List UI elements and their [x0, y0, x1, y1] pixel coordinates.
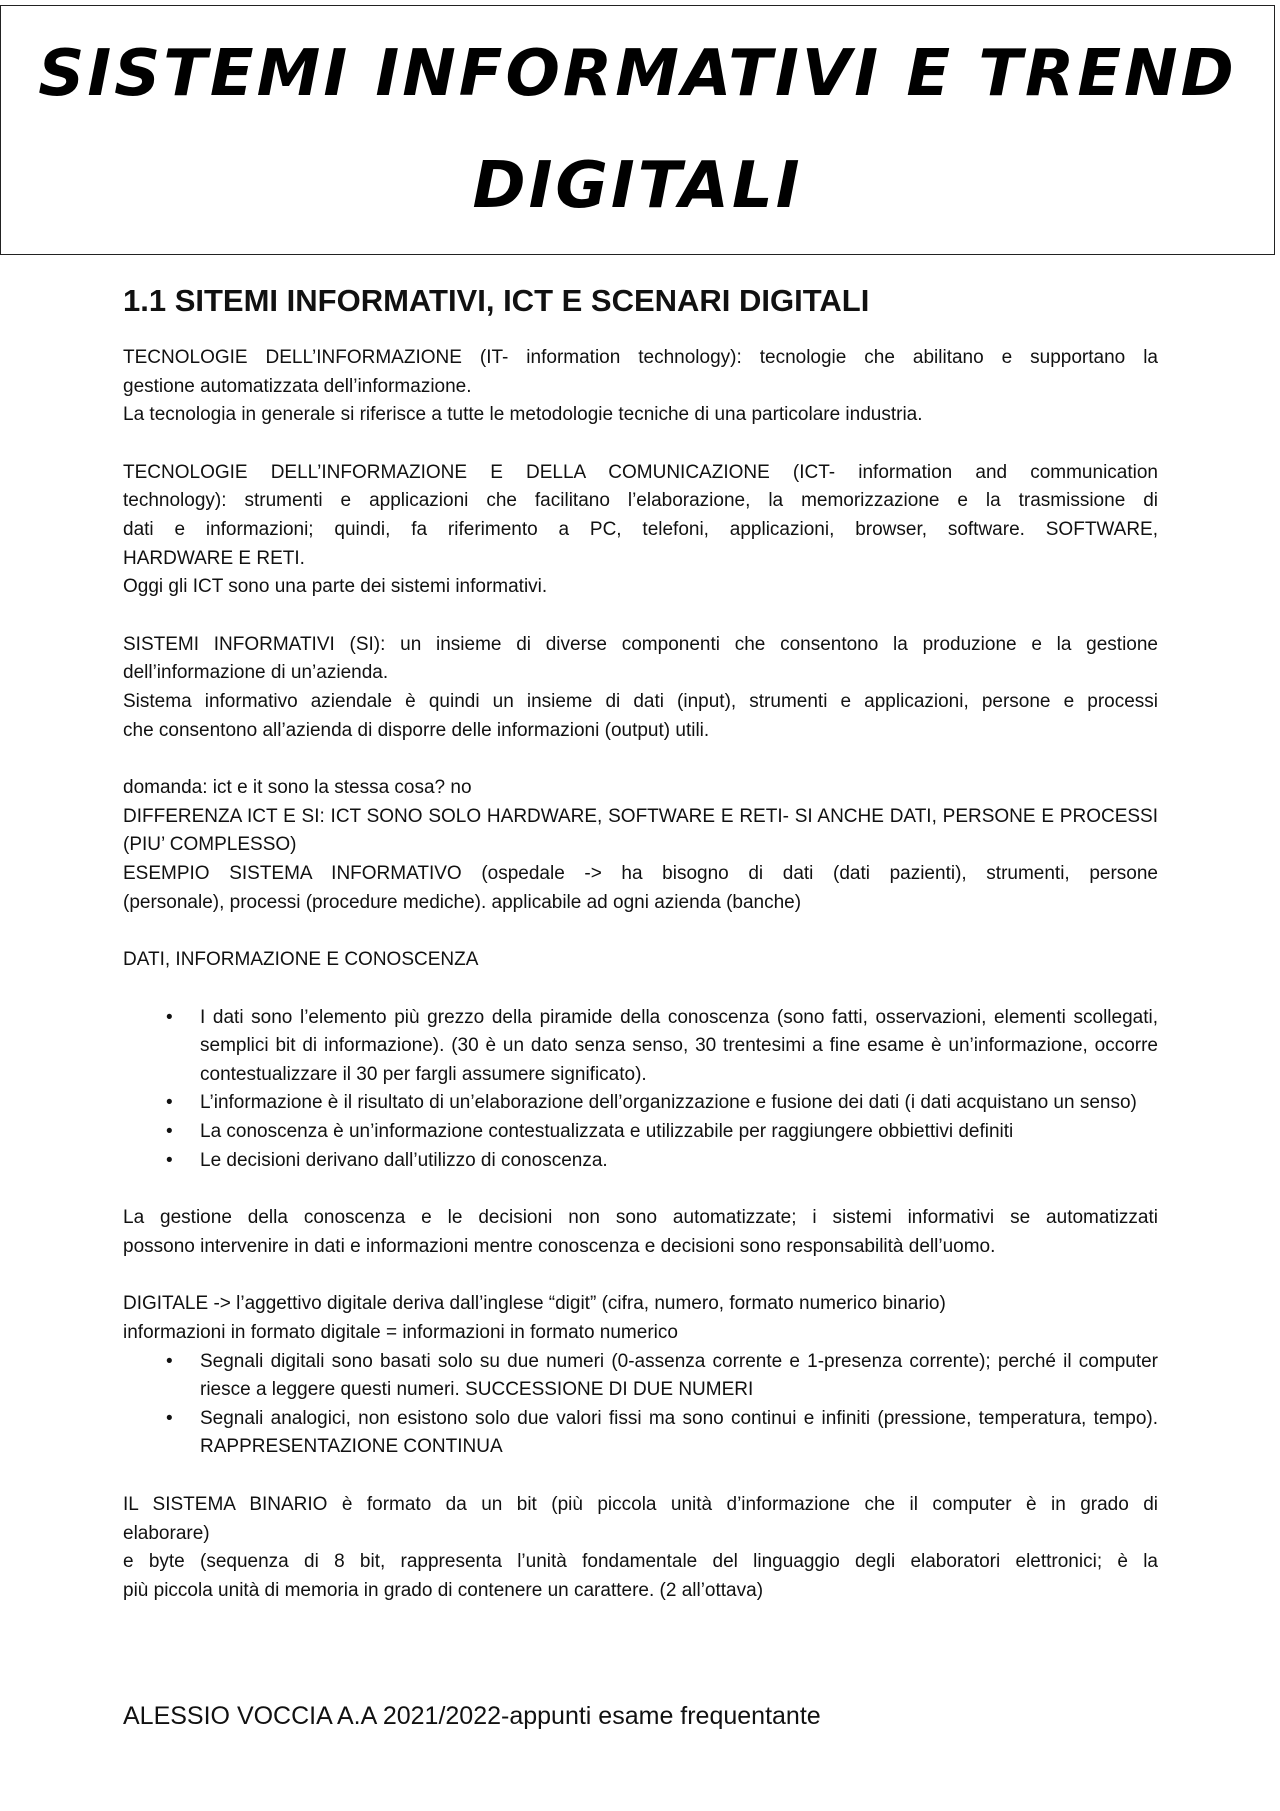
document-title-line-2: DIGITALI: [472, 149, 803, 223]
text-line: Sistema informativo aziendale è quindi un insieme di dati (input), strumenti e applicazioni, persone e processi: [123, 690, 1158, 712]
text-line: technology): strumenti e applicazioni che facilitano l’elaborazione, la memorizzazione e la trasmissione di: [123, 490, 1158, 512]
text-line: (PIU’ COMPLESSO): [123, 834, 297, 856]
text-line: dati e informazioni; quindi, fa riferimento a PC, telefoni, applicazioni, browser, software. SOFTWARE,: [123, 518, 1158, 540]
document-body: [123, 282, 1158, 1634]
text-line: DIGITALE -> l’aggettivo digitale deriva dall’inglese “digit” (cifra, numero, formato numerico binario): [123, 1293, 946, 1315]
dati-bullet-list: [123, 1004, 1158, 1176]
paragraph-it-definition: [123, 344, 1158, 430]
text-line: HARDWARE E RETI.: [123, 547, 305, 569]
list-item: [123, 1004, 1158, 1090]
list-item-text: Le decisioni derivano dall’utilizzo di conoscenza.: [200, 1149, 608, 1171]
dati-subheading: DATI, INFORMAZIONE E CONOSCENZA: [123, 949, 479, 971]
text-line: che consentono all’azienda di disporre delle informazioni (output) utili.: [123, 719, 710, 741]
text-line: TECNOLOGIE DELL’INFORMAZIONE E DELLA COMUNICAZIONE (ICT- information and communication: [123, 461, 1158, 483]
text-line: gestione automatizzata dell’informazione.: [123, 375, 472, 397]
list-item: [123, 1348, 1158, 1405]
bullet-icon: •: [166, 1350, 173, 1372]
list-item: [123, 1118, 1158, 1147]
list-item: [123, 1089, 1158, 1118]
bullet-icon: •: [166, 1092, 173, 1114]
document-title-line-1: SISTEMI INFORMATIVI E TREND: [38, 37, 1237, 111]
paragraph-digitale: [123, 1290, 1158, 1347]
bullet-icon: •: [166, 1407, 173, 1429]
text-line: elaborare): [123, 1522, 210, 1544]
digitale-bullet-list: [123, 1348, 1158, 1462]
list-item-text: L’informazione è il risultato di un’elaborazione dell’organizzazione e fusione dei dati (i dati acquistano un senso): [200, 1092, 1137, 1114]
list-item-text: Segnali digitali sono basati solo su due numeri (0-assenza corrente e 1-presenza corrente); perché il computer riesce a leggere questi numeri. SUCCESSIONE DI DUE NUMERI: [200, 1350, 1158, 1401]
paragraph-domanda: [123, 774, 1158, 917]
text-line: domanda: ict e it sono la stessa cosa? no: [123, 777, 472, 799]
list-item-text: Segnali analogici, non esistono solo due valori fissi ma sono continui e infiniti (pressione, temperatura, tempo). RAPPRESENTAZIONE CONTINUA: [200, 1407, 1158, 1458]
bullet-icon: •: [166, 1121, 173, 1143]
section-heading: 1.1 SITEMI INFORMATIVI, ICT E SCENARI DIGITALI: [123, 283, 870, 318]
bullet-icon: •: [166, 1149, 173, 1171]
paragraph-gestione: [123, 1204, 1158, 1261]
text-line: ESEMPIO SISTEMA INFORMATIVO (ospedale -> ha bisogno di dati (dati pazienti), strumenti, persone: [123, 862, 1158, 884]
paragraph-binario: [123, 1491, 1158, 1605]
list-item-text: La conoscenza è un’informazione contestualizzata e utilizzabile per raggiungere obbiettivi definiti: [200, 1121, 1014, 1143]
text-line: Oggi gli ICT sono una parte dei sistemi informativi.: [123, 576, 548, 598]
text-line: DIFFERENZA ICT E SI: ICT SONO SOLO HARDWARE, SOFTWARE E RETI- SI ANCHE DATI, PERSONE E PROCESSI: [123, 805, 1158, 827]
text-line: IL SISTEMA BINARIO è formato da un bit (più piccola unità d’informazione che il computer è in grado di: [123, 1494, 1158, 1515]
paragraph-si-definition: [123, 631, 1158, 745]
text-line: possono intervenire in dati e informazioni mentre conoscenza e decisioni sono responsabilità dell’uomo.: [123, 1235, 996, 1257]
paragraph-ict-definition: [123, 459, 1158, 602]
text-line: TECNOLOGIE DELL’INFORMAZIONE (IT- information technology): tecnologie che abilitano e supportano la: [123, 347, 1158, 368]
text-line: La tecnologia in generale si riferisce a tutte le metodologie tecniche di una particolare industria.: [123, 404, 923, 426]
page-footer: ALESSIO VOCCIA A.A 2021/2022-appunti esame frequentante: [123, 1702, 821, 1730]
text-line: più piccola unità di memoria in grado di contenere un carattere. (2 all’ottava): [123, 1579, 764, 1601]
text-line: informazioni in formato digitale = informazioni in formato numerico: [123, 1322, 678, 1344]
list-item: [123, 1405, 1158, 1462]
text-line: (personale), processi (procedure mediche). applicabile ad ogni azienda (banche): [123, 891, 802, 913]
text-line: La gestione della conoscenza e le decisioni non sono automatizzate; i sistemi informativi se automatizzati: [123, 1207, 1158, 1229]
bullet-icon: •: [166, 1006, 173, 1028]
text-line: SISTEMI INFORMATIVI (SI): un insieme di diverse componenti che consentono la produzione e la gestione: [123, 633, 1158, 655]
text-line: dell’informazione di un’azienda.: [123, 662, 389, 684]
list-item: [123, 1147, 1158, 1176]
title-box: [0, 5, 1275, 255]
list-item-text: I dati sono l’elemento più grezzo della piramide della conoscenza (sono fatti, osservazioni, elementi scollegati, semplici bit di informazione). (30 è un dato senza senso, 30 trentesimi a fine esame è un’informazione, occorre contestualizzare il 30 per fargli assumere significato).: [200, 1006, 1158, 1085]
text-line: e byte (sequenza di 8 bit, rappresenta l’unità fondamentale del linguaggio degli elaboratori elettronici; è la: [123, 1551, 1158, 1573]
